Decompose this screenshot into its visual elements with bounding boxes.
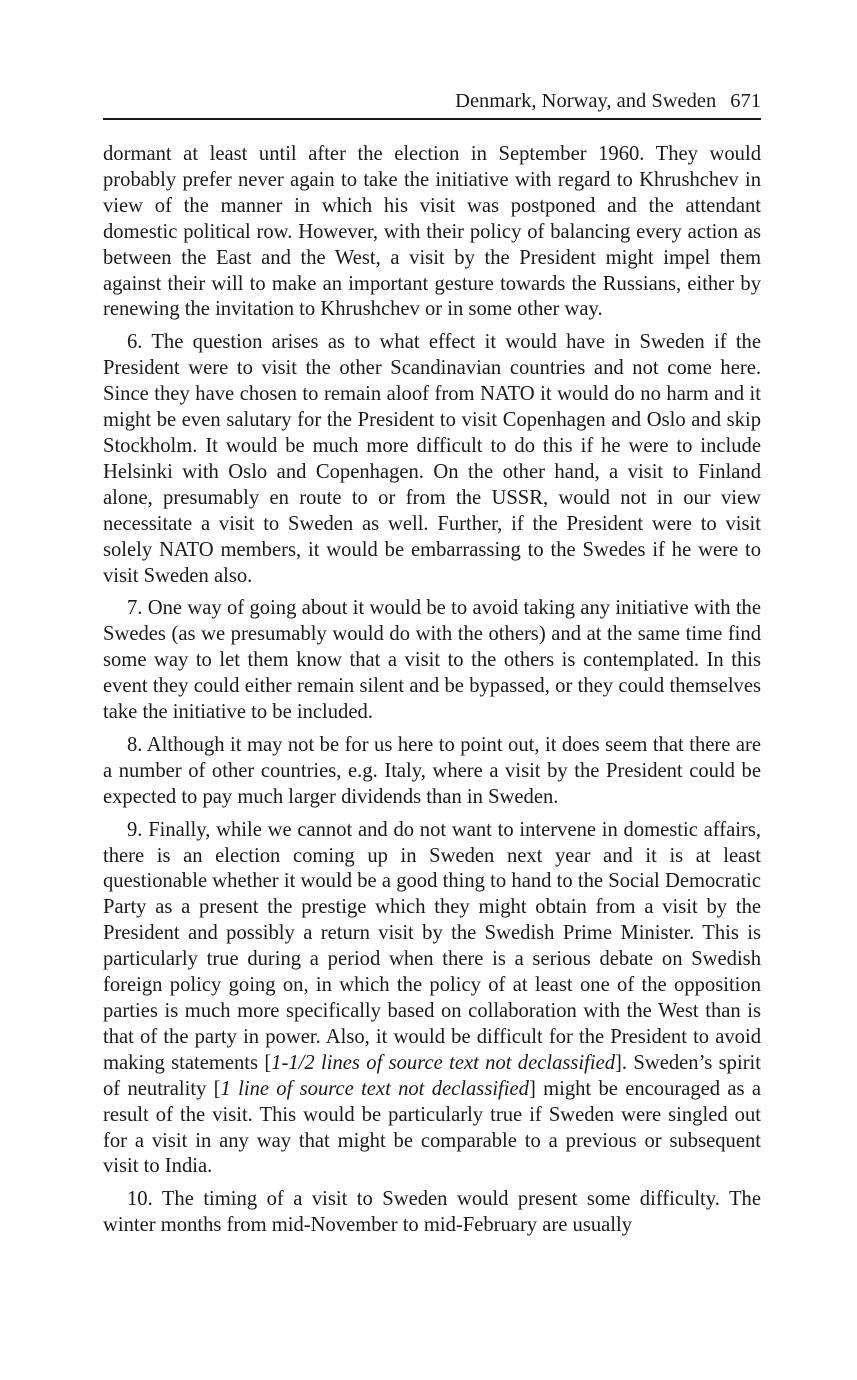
body-text (103, 142, 761, 1239)
redaction-note-2: 1 line of source text not declassified (220, 1077, 529, 1100)
paragraph-7: 7. One way of going about it would be to avoid taking any initiative with the Swedes (as we presumably would do with the others) and at the same time find some way to let them know that a visit to the others is contemplated. In this event they could either remain silent and be bypassed, or they could themselves take the initiative to be included. (103, 597, 761, 724)
running-header (103, 86, 761, 120)
document-page (103, 86, 761, 1246)
page-number: 671 (730, 90, 761, 112)
paragraph-9 (103, 818, 761, 1181)
paragraph-6: 6. The question arises as to what effect it would have in Sweden if the President were to visit the other Scandinavian countries and not come here. Since they have chosen to remain aloof from NATO it would do no harm and it might be even salutary for the President to visit Copenhagen and Oslo and skip Stockholm. It would be much more difficult to do this if he were to include Helsinki with Oslo and Copenhagen. On the other hand, a visit to Finland alone, presumably en route to or from the USSR, would not in our view necessitate a visit to Sweden as well. Further, if the President were to visit solely NATO members, it would be embarrassing to the Swedes if he were to visit Sweden also. (103, 331, 761, 587)
redaction-note-1: 1-1/2 lines of source text not declassified (271, 1051, 616, 1074)
paragraph-10: 10. The timing of a visit to Sweden would present some difficulty. The winter months from mid-November to mid-February are usually (103, 1188, 761, 1237)
paragraph-8: 8. Although it may not be for us here to point out, it does seem that there are a number of other countries, e.g. Italy, where a visit by the President could be expected to pay much larger dividends than in Sweden. (103, 733, 761, 808)
paragraph-9-text-3: ] might be encouraged as a result of the visit. This would be particularly true if Sweden were singled out for a visit in any way that might be comparable to a previous or subsequent visit to India. (103, 1077, 761, 1178)
paragraph-9-text-2: ]. Sweden’s spirit of neutrality [ (103, 1051, 761, 1100)
header-title: Denmark, Norway, and Sweden (455, 90, 717, 112)
paragraph-9-text-1: 9. Finally, while we cannot and do not want to intervene in domestic affairs, there is an election coming up in Sweden next year and it is at least questionable whether it would be a good thing to hand to the Social Democratic Party as a present the prestige which they might obtain from a visit by the President and possibly a return visit by the Swedish Prime Minister. This is particularly true during a period when there is a serious debate on Swedish foreign policy going on, in which the policy of at least one of the opposition parties is much more specifically based on collaboration with the West than is that of the party in power. Also, it would be difficult for the President to avoid making statements [ (103, 818, 761, 1074)
paragraph-continued: dormant at least until after the election in September 1960. They would probably prefer never again to take the initiative with regard to Khrushchev in view of the manner in which his visit was postponed and the attendant domestic political row. However, with their policy of balancing every action as between the East and the West, a visit by the President might impel them against their will to make an important gesture towards the Russians, either by renewing the invitation to Khrushchev or in some other way. (103, 143, 761, 321)
